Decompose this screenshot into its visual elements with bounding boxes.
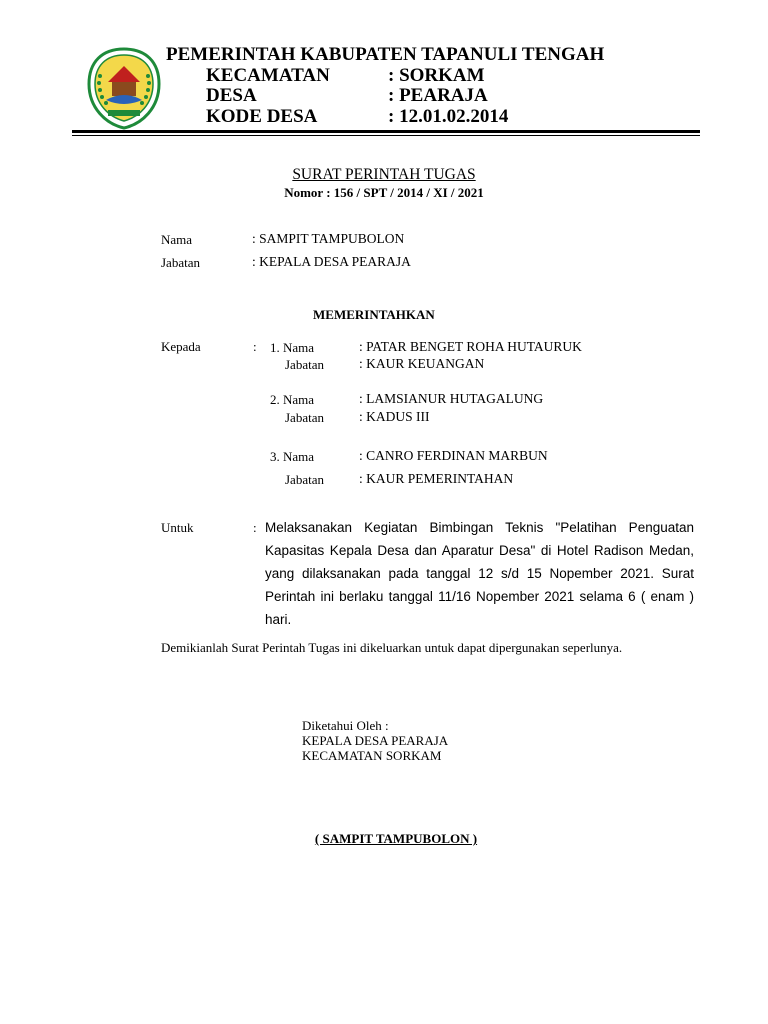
signature-district: KECAMATAN SORKAM <box>302 748 442 763</box>
signatory-name: ( SAMPIT TAMPUBOLON ) <box>314 831 478 846</box>
signature-known-by: Diketahui Oleh : <box>302 718 389 733</box>
recipients-colon: : <box>253 339 257 354</box>
recipient-3-position: : KAUR PEMERINTAHAN <box>359 471 514 486</box>
issuer-name-value: : SAMPIT TAMPUBOLON <box>252 231 405 246</box>
recipient-1-position: : KAUR KEUANGAN <box>359 356 485 371</box>
document-number: Nomor : 156 / SPT / 2014 / XI / 2021 <box>284 185 484 200</box>
recipient-3-position-label: Jabatan <box>285 472 324 487</box>
recipient-2-name: : LAMSIANUR HUTAGALUNG <box>359 391 544 406</box>
issuer-position-label: Jabatan <box>161 255 200 270</box>
document-title: SURAT PERINTAH TUGAS <box>292 166 476 183</box>
letterhead-divider-thin <box>72 135 700 136</box>
recipient-1-name: : PATAR BENGET ROHA HUTAURUK <box>359 339 582 354</box>
signature-position: KEPALA DESA PEARAJA <box>302 733 449 748</box>
recipient-2-position-label: Jabatan <box>285 410 324 425</box>
recipient-3-name-label: 3. Nama <box>270 449 315 464</box>
issuer-position-value: : KEPALA DESA PEARAJA <box>252 254 411 269</box>
recipient-3-name: : CANRO FERDINAN MARBUN <box>359 448 548 463</box>
letterhead-kecamatan-value: : SORKAM <box>388 65 485 86</box>
recipient-2-position: : KADUS III <box>359 409 430 424</box>
letterhead-kode-desa-label: KODE DESA <box>206 106 318 127</box>
recipient-1-position-label: Jabatan <box>285 357 324 372</box>
recipient-1-name-label: 1. Nama <box>270 340 315 355</box>
purpose-label: Untuk <box>161 520 194 535</box>
purpose-text: Melaksanakan Kegiatan Bimbingan Teknis "Pelatihan Penguatan Kapasitas Kepala Desa dan Aparatur Desa" di Hotel Radison Medan, yang dilaksanakan pada tanggal 12 s/d 15 Nopember 2021. Surat Perintah ini berlaku tanggal 11/16 Nopember 2021 selama 6 ( enam ) hari. <box>265 520 694 627</box>
signature-block <box>302 718 448 763</box>
closing-statement: Demikianlah Surat Perintah Tugas ini dikeluarkan untuk dapat dipergunakan seperlunya. <box>161 640 623 655</box>
letterhead-kode-desa-value: : 12.01.02.2014 <box>388 106 509 127</box>
letterhead-kecamatan-label: KECAMATAN <box>206 65 330 86</box>
recipients-label: Kepada <box>161 339 201 354</box>
order-heading: MEMERINTAHKAN <box>313 307 435 322</box>
letterhead-title: PEMERINTAH KABUPATEN TAPANULI TENGAH <box>166 44 605 65</box>
letterhead-divider-thick <box>72 130 700 133</box>
issuer-name-label: Nama <box>161 232 193 247</box>
recipient-2-name-label: 2. Nama <box>270 392 315 407</box>
tapanuli-tengah-emblem-icon <box>86 46 162 130</box>
purpose-colon: : <box>253 520 257 535</box>
letterhead-desa-label: DESA <box>206 85 257 106</box>
letterhead-desa-value: : PEARAJA <box>388 85 488 106</box>
